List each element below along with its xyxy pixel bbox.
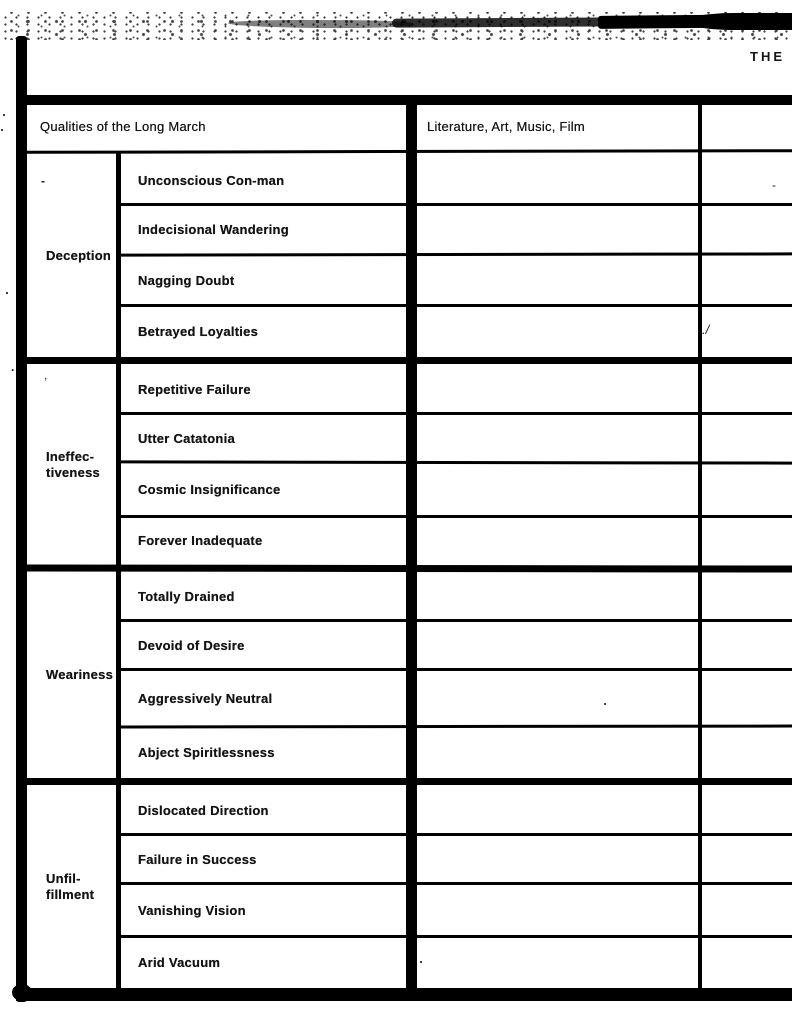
quality-row: Betrayed Loyalties: [138, 323, 259, 339]
column-header-right: [704, 104, 792, 148]
group-label-unfulfillment: [27, 788, 117, 986]
group-label-line: Weariness: [46, 667, 114, 682]
quality-row: Nagging Doubt: [138, 272, 235, 288]
scan-noise-strip: [392, 17, 627, 27]
quality-row: Vanishing Vision: [138, 902, 246, 918]
quality-row: Aggressively Neutral: [138, 690, 273, 706]
quality-row: Utter Catatonia: [138, 430, 235, 446]
group-label-weariness: [27, 574, 117, 776]
group-label-line: fillment: [46, 887, 95, 902]
quality-row: Indecisional Wandering: [138, 222, 289, 237]
binding-gutter-bar: [16, 36, 27, 1002]
scan-speck: [6, 292, 8, 294]
column-header-qualities: Qualities of the Long March: [40, 118, 206, 134]
group-divider: [27, 778, 792, 785]
group-divider: [27, 357, 792, 364]
page-title-fragment: THE: [750, 49, 785, 64]
quality-row: Abject Spiritlessness: [138, 744, 275, 760]
quality-row: Totally Drained: [138, 589, 235, 604]
group-label-ineffectiveness: [27, 366, 117, 563]
scan-noise-blob: [688, 13, 792, 30]
group-divider: [27, 564, 792, 572]
scan-mark-dash: -: [772, 178, 776, 192]
scan-mark-slash: ./: [702, 322, 710, 337]
quality-row: Dislocated Direction: [138, 803, 269, 818]
quality-row: Repetitive Failure: [138, 381, 251, 397]
quality-row: Unconscious Con-man: [138, 172, 285, 188]
group-label-line: tiveness: [46, 464, 101, 480]
quality-row: Devoid of Desire: [138, 637, 245, 653]
group-label-line: Deception: [46, 248, 112, 263]
quality-row: Failure in Success: [138, 851, 257, 867]
scan-mark-dot: .: [11, 360, 15, 374]
quality-row: Cosmic Insignificance: [138, 482, 281, 497]
scan-mark-comma: ,: [44, 368, 48, 382]
quality-row: Forever Inadequate: [138, 533, 263, 548]
scan-speck: [420, 961, 422, 963]
scan-speck: [1, 129, 3, 131]
column-header-works: Literature, Art, Music, Film: [427, 118, 585, 134]
column-divider-thick: [406, 95, 417, 1001]
scan-speck: [604, 703, 606, 705]
quality-row: Arid Vacuum: [138, 954, 221, 970]
column-divider-right: [698, 97, 702, 998]
group-label-line: Ineffec-: [46, 448, 95, 464]
scan-mark-dash: -: [41, 174, 45, 188]
scan-speck: [3, 114, 5, 116]
table-bottom-border: [16, 988, 792, 1001]
group-label-line: Unfil-: [46, 871, 81, 886]
